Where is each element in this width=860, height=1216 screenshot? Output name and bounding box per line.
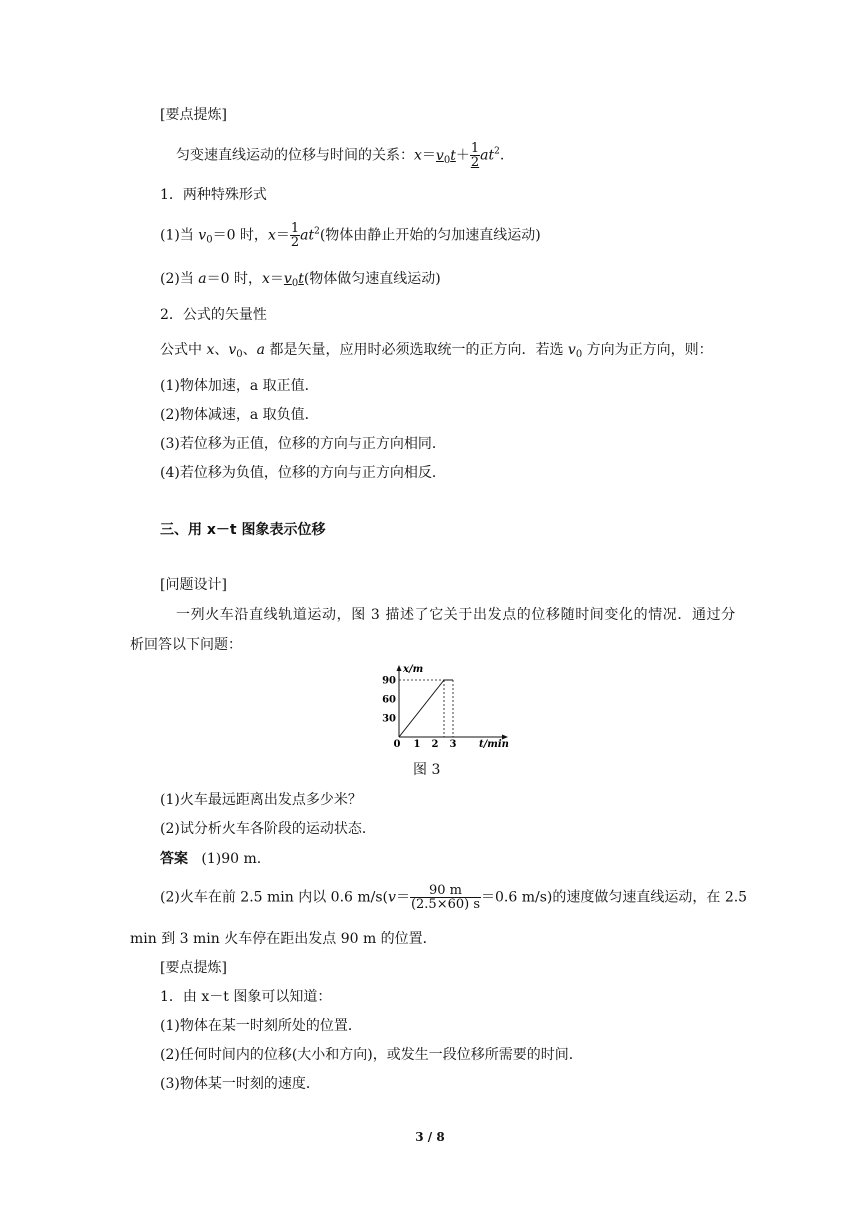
special-forms-heading: 1．两种特殊形式 bbox=[160, 187, 267, 203]
kp2-item: (2)任何时间内的位移(大小和方向)，或发生一段位移所需要的时间． bbox=[160, 1047, 583, 1063]
vector-item: (4)若位移为负值，位移的方向与正方向相反． bbox=[160, 465, 446, 481]
page-number: 3 / 8 bbox=[415, 1130, 445, 1144]
answer-label: 答案 bbox=[160, 851, 188, 867]
formula-eq: ＝ bbox=[421, 147, 436, 164]
key-points-label-2: [要点提炼] bbox=[160, 960, 227, 976]
kp2-item: (1)物体在某一时刻所处的位置． bbox=[160, 1018, 362, 1034]
formula-x: x bbox=[414, 147, 422, 164]
y-tick-label: 60 bbox=[382, 694, 396, 706]
problem-label: [问题设计] bbox=[160, 577, 227, 593]
y-tick-label: 30 bbox=[382, 713, 396, 725]
answer-2-line: (2)火车在前 2.5 min 内以 0.6 m/s(v＝ $\frac{90 m}{(2.5\times 60) s}$ ＝0.6 m/s)的速度做匀速直线运动，在 2.5 bbox=[160, 883, 748, 912]
key-points-label: [要点提炼] bbox=[160, 107, 227, 123]
x-tick-label: 2 bbox=[431, 739, 439, 750]
displacement-formula: 匀变速直线运动的位移与时间的关系：$x=v_0t+$ $\frac{1}{2}$ $at^2$. bbox=[176, 141, 505, 170]
problem-text-2: 析回答以下问题： bbox=[130, 637, 242, 653]
answer-1: (1)90 m. bbox=[201, 851, 262, 867]
y-tick-label: 90 bbox=[382, 675, 396, 687]
x-axis-label: t/min bbox=[479, 739, 509, 750]
x-tick-label: 1 bbox=[413, 739, 421, 750]
special-form-1: (1)当 $v_0=0$ 时，x＝ $\frac{1}{2}$ $at^2$(物体由静止开始的匀加速直线运动) bbox=[160, 221, 541, 250]
y-axis-label: x/m bbox=[403, 664, 424, 675]
question-2: (2)试分析火车各阶段的运动状态． bbox=[160, 821, 376, 837]
section-title: 三、用 x－t 图象表示位移 bbox=[160, 522, 326, 538]
answer-1-line bbox=[160, 850, 261, 868]
question-1: (1)火车最远距离出发点多少米？ bbox=[160, 792, 362, 808]
vector-item: (3)若位移为正值，位移的方向与正方向相同． bbox=[160, 436, 446, 452]
kp2-item: (3)物体某一时刻的速度． bbox=[160, 1076, 320, 1092]
vector-item: (2)物体减速，a 取负值． bbox=[160, 407, 319, 423]
series-segment bbox=[399, 680, 444, 737]
figure-caption: 图 3 bbox=[413, 762, 441, 778]
vector-text: 公式中 x、$v_0$、a 都是矢量，应用时必须选取统一的正方向．若选 $v_0$ 方向为正方向，则： bbox=[160, 342, 713, 360]
vector-heading: 2．公式的矢量性 bbox=[160, 307, 267, 323]
x-tick-label: 0 bbox=[393, 739, 401, 750]
kp2-heading: 1．由 x－t 图象可以知道： bbox=[160, 989, 332, 1005]
answer-2-line-2: min 到 3 min 火车停在距出发点 90 m 的位置． bbox=[130, 931, 437, 947]
problem-text-1: 一列火车沿直线轨道运动，图 3 描述了它关于出发点的位移随时间变化的情况．通过分 bbox=[176, 607, 736, 623]
special-form-2: (2)当 a＝0 时，$x=v_0t$(物体做匀速直线运动) bbox=[160, 271, 441, 289]
formula-intro: 匀变速直线运动的位移与时间的关系： bbox=[176, 147, 414, 164]
y-axis bbox=[397, 665, 402, 737]
vector-item: (1)物体加速，a 取正值． bbox=[160, 378, 319, 394]
x-t-graph bbox=[369, 662, 519, 750]
x-tick-label: 3 bbox=[449, 739, 457, 750]
